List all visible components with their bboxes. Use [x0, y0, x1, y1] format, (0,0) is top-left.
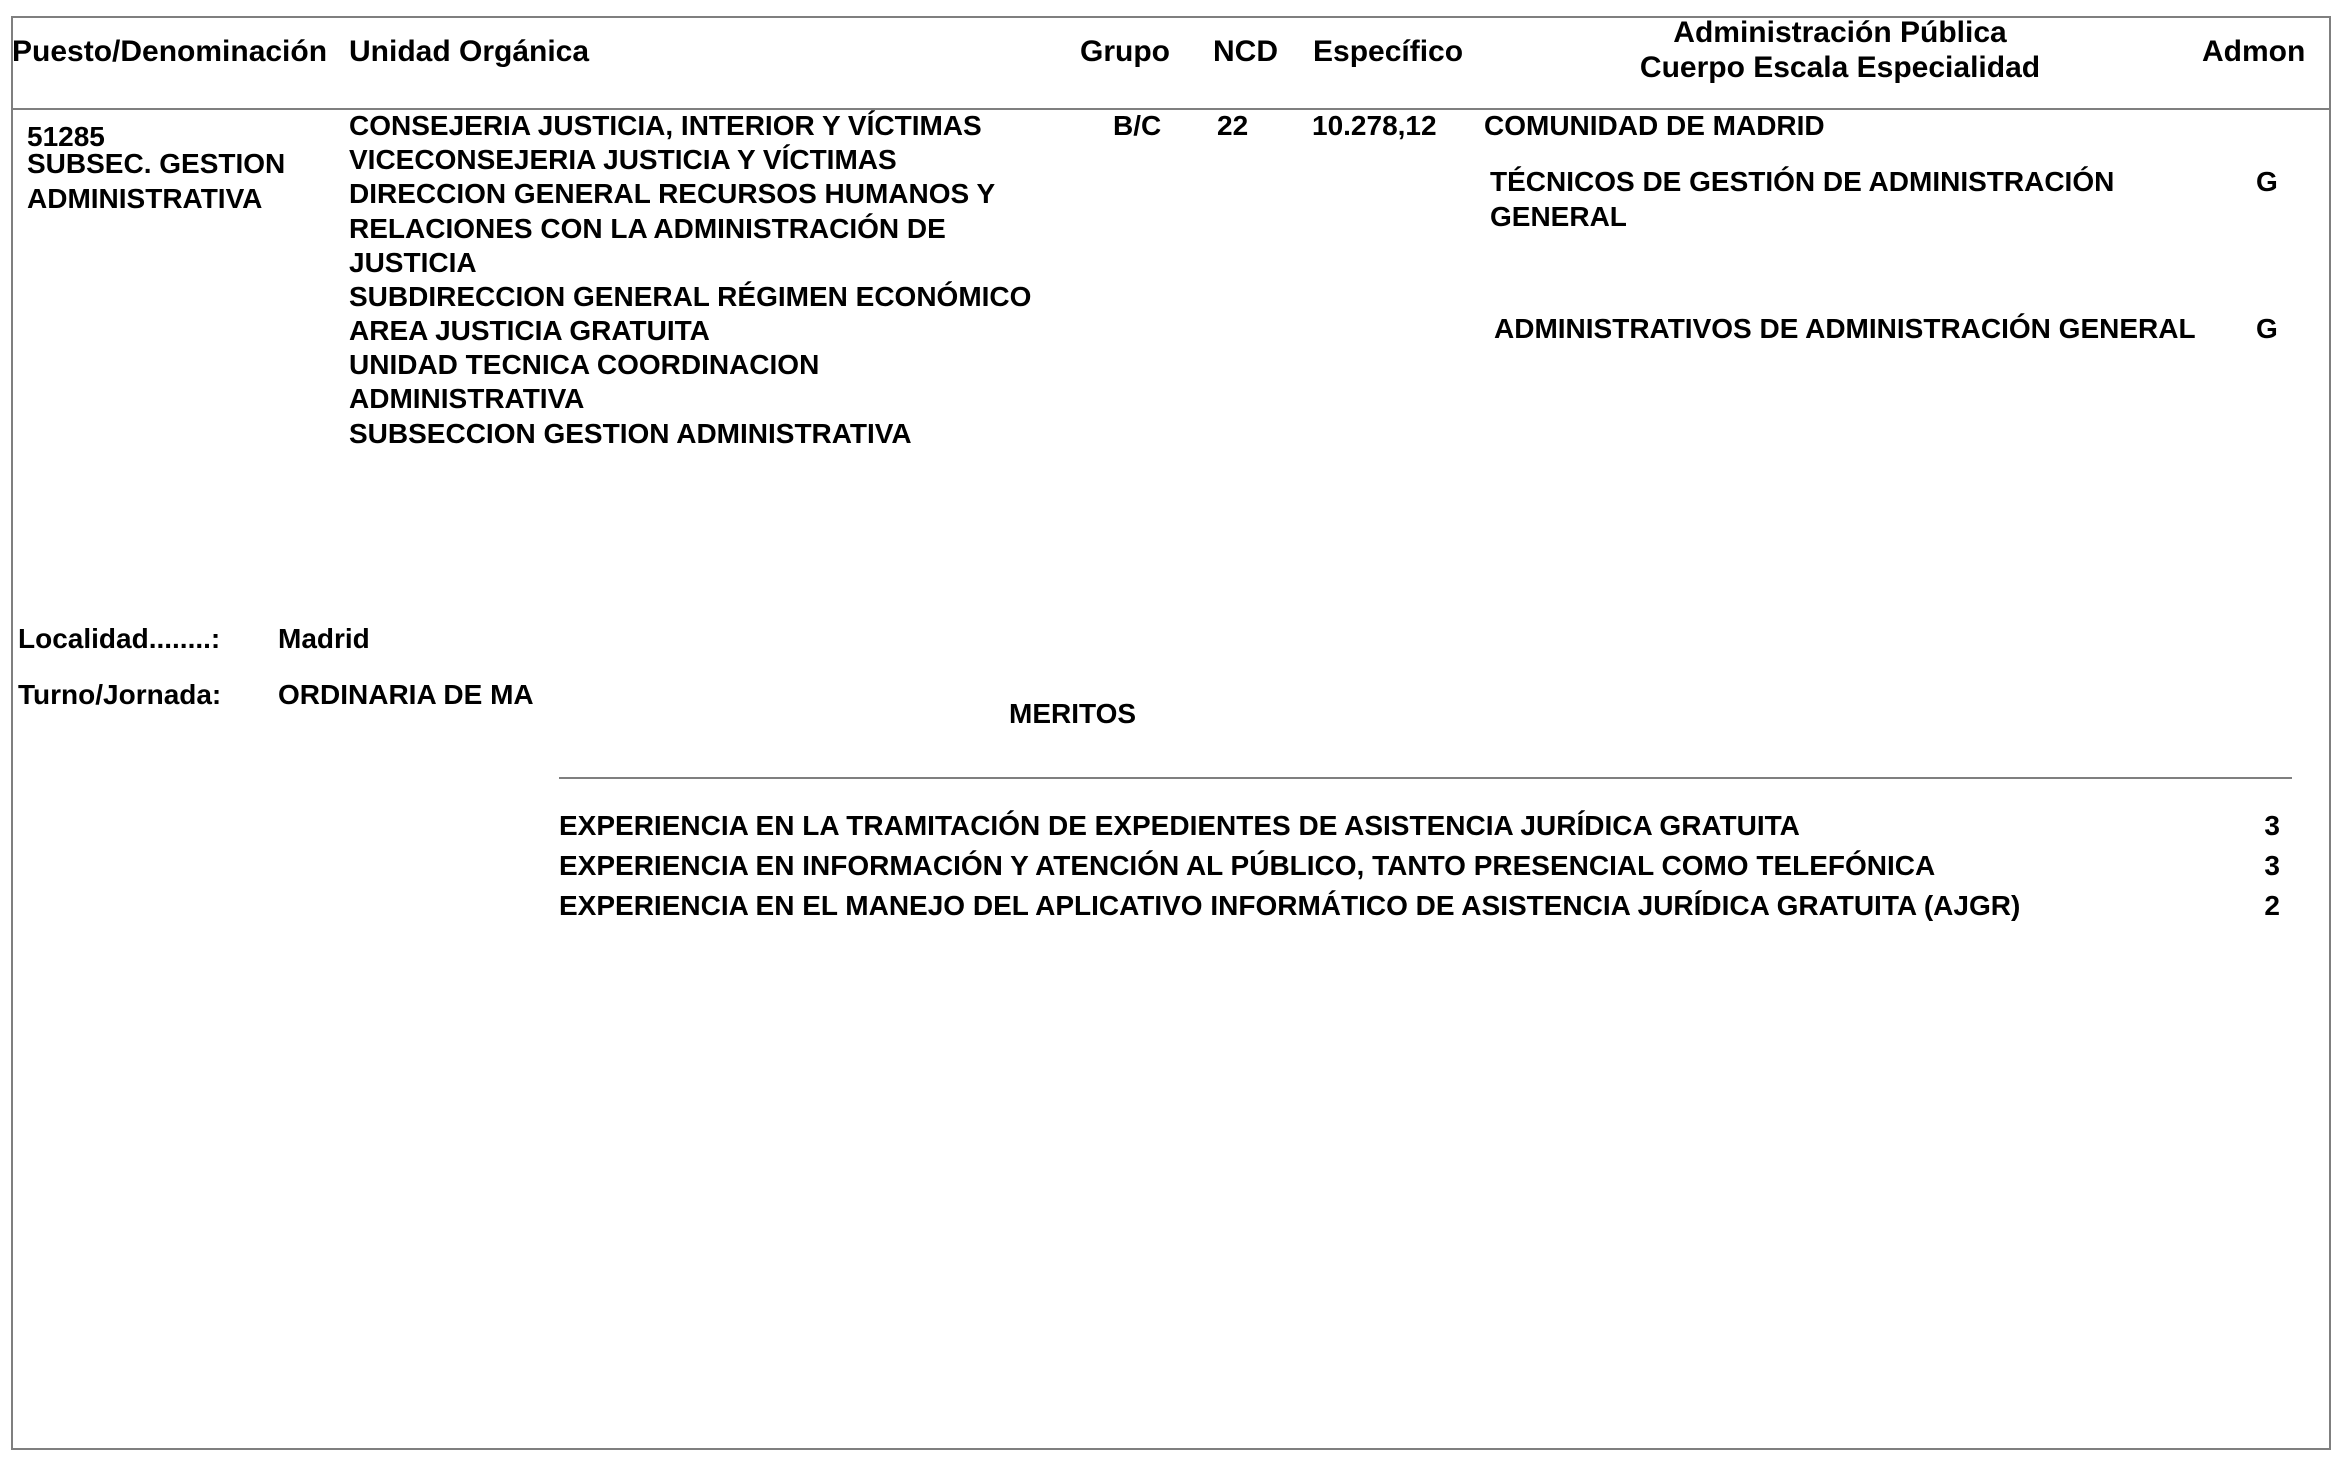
administracion-value: COMUNIDAD DE MADRID	[1484, 110, 1825, 141]
header-unidad: Unidad Orgánica	[349, 35, 590, 68]
merito-points: 3	[2264, 850, 2280, 881]
localidad-value: Madrid	[278, 623, 370, 654]
header-puesto: Puesto/Denominación	[12, 35, 328, 68]
unidad-line: VICECONSEJERIA JUSTICIA Y VÍCTIMAS	[349, 144, 897, 175]
merito-text: EXPERIENCIA EN EL MANEJO DEL APLICATIVO INFORMÁTICO DE ASISTENCIA JURÍDICA GRATUITA (AJGR)	[559, 890, 2021, 921]
ncd-value: 22	[1217, 110, 1249, 141]
cuerpo-admon: G	[2256, 313, 2278, 344]
merito-points: 3	[2264, 810, 2280, 841]
header-admon: Admon	[2202, 35, 2306, 68]
unidad-line: SUBDIRECCION GENERAL RÉGIMEN ECONÓMICO	[349, 281, 1032, 312]
turno-label: Turno/Jornada:	[18, 679, 222, 710]
especifico-value: 10.278,12	[1312, 110, 1437, 141]
header-admin-sub: Cuerpo Escala Especialidad	[1639, 51, 2041, 84]
meritos-title: MERITOS	[1009, 698, 1137, 729]
merito-points: 2	[2264, 890, 2280, 921]
cuerpo-line: TÉCNICOS DE GESTIÓN DE ADMINISTRACIÓN	[1490, 166, 2115, 197]
unidad-line: UNIDAD TECNICA COORDINACION	[349, 349, 820, 380]
unidad-line: SUBSECCION GESTION ADMINISTRATIVA	[349, 418, 912, 449]
unidad-line: DIRECCION GENERAL RECURSOS HUMANOS Y	[349, 178, 996, 209]
header-admin-title: Administración Pública	[1673, 16, 2007, 49]
cuerpo-admon: G	[2256, 166, 2278, 197]
position-code: 51285	[27, 121, 105, 152]
header-ncd: NCD	[1213, 35, 1278, 68]
header-grupo: Grupo	[1080, 35, 1170, 68]
unidad-line: ADMINISTRATIVA	[349, 383, 585, 414]
header-especifico: Específico	[1313, 35, 1464, 68]
unidad-line: CONSEJERIA JUSTICIA, INTERIOR Y VÍCTIMAS	[349, 110, 982, 141]
unidad-line: JUSTICIA	[349, 247, 477, 278]
grupo-value: B/C	[1113, 110, 1162, 141]
position-name-line: ADMINISTRATIVA	[27, 183, 263, 214]
unidad-line: AREA JUSTICIA GRATUITA	[349, 315, 710, 346]
merito-text: EXPERIENCIA EN INFORMACIÓN Y ATENCIÓN AL PÚBLICO, TANTO PRESENCIAL COMO TELEFÓNICA	[559, 850, 1936, 881]
merito-text: EXPERIENCIA EN LA TRAMITACIÓN DE EXPEDIENTES DE ASISTENCIA JURÍDICA GRATUITA	[559, 810, 1800, 841]
turno-value: ORDINARIA DE MA	[278, 679, 534, 710]
cuerpo-line: ADMINISTRATIVOS DE ADMINISTRACIÓN GENERAL	[1494, 313, 2196, 344]
cuerpo-line: GENERAL	[1490, 201, 1627, 232]
meritos-divider	[559, 777, 2292, 779]
position-name-line: SUBSEC. GESTION	[27, 148, 286, 179]
localidad-label: Localidad........:	[18, 623, 221, 654]
unidad-line: RELACIONES CON LA ADMINISTRACIÓN DE	[349, 213, 946, 244]
